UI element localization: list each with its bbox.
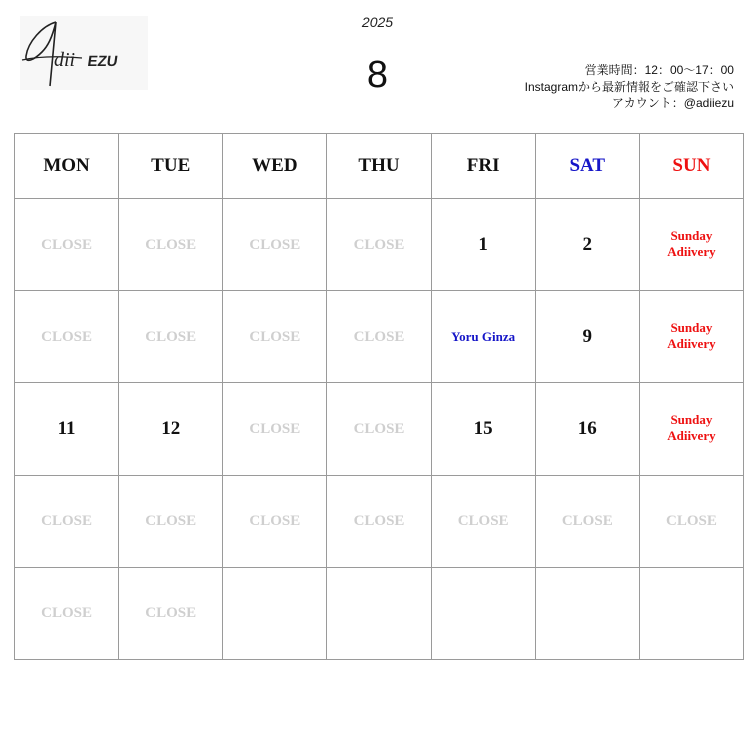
instagram-account: アカウント：@adiiezu	[611, 96, 734, 110]
calendar-day-cell	[431, 291, 535, 383]
calendar-day-cell	[639, 291, 743, 383]
calendar-week-row	[15, 567, 744, 659]
closed-label: CLOSE	[41, 605, 92, 622]
calendar-day-cell	[431, 383, 535, 475]
calendar-day-cell	[223, 383, 327, 475]
calendar-year: 2025	[361, 14, 394, 30]
calendar-week-row	[15, 475, 744, 567]
day-number: 12	[161, 417, 181, 439]
calendar-day-cell	[327, 567, 431, 659]
calendar-day-cell	[119, 383, 223, 475]
sunday-event-label: Sunday Adiivery	[667, 412, 716, 444]
day-number: 1	[478, 233, 488, 255]
calendar-day-cell	[327, 383, 431, 475]
closed-label: CLOSE	[145, 328, 197, 345]
calendar-day-cell	[327, 199, 431, 291]
closed-label: CLOSE	[353, 328, 405, 345]
calendar-week-row	[15, 383, 744, 475]
svg-text:dii: dii	[54, 49, 76, 71]
day-number: 15	[473, 417, 493, 439]
calendar-grid	[14, 133, 744, 660]
weekday-header-row	[15, 134, 744, 199]
closed-label: CLOSE	[457, 513, 509, 530]
weekday-wed: WED	[223, 134, 327, 199]
calendar-day-cell	[15, 199, 119, 291]
calendar-day-cell	[535, 383, 639, 475]
calendar-day-cell	[223, 199, 327, 291]
day-number: 16	[577, 417, 597, 439]
closed-label: CLOSE	[145, 513, 197, 530]
calendar-day-cell	[15, 291, 119, 383]
closed-label: CLOSE	[145, 605, 197, 622]
calendar-day-cell	[639, 567, 743, 659]
weekday-thu: THU	[327, 134, 431, 199]
calendar-day-cell	[119, 199, 223, 291]
weekday-fri: FRI	[431, 134, 535, 199]
closed-label: CLOSE	[249, 236, 301, 253]
calendar-week-row	[15, 199, 744, 291]
closed-label: CLOSE	[249, 420, 301, 437]
calendar-day-cell	[535, 199, 639, 291]
calendar-body	[15, 199, 744, 660]
closed-label: CLOSE	[41, 513, 92, 530]
event-label: Yoru Ginza	[451, 328, 516, 344]
closed-label: CLOSE	[145, 236, 197, 253]
weekday-mon: MON	[15, 134, 119, 199]
svg-text:EZU: EZU	[86, 53, 119, 70]
closed-label: CLOSE	[353, 236, 405, 253]
sunday-event-label: Sunday Adiivery	[667, 320, 716, 352]
calendar-day-cell	[223, 475, 327, 567]
calendar-day-cell	[119, 567, 223, 659]
closed-label: CLOSE	[41, 236, 92, 253]
closed-label: CLOSE	[665, 513, 717, 530]
weekday-tue: TUE	[119, 134, 223, 199]
business-hours: 営業時間：12：00〜17：00	[584, 63, 734, 77]
closed-label: CLOSE	[353, 420, 405, 437]
calendar-month: 8	[366, 54, 389, 96]
closed-label: CLOSE	[249, 328, 301, 345]
calendar-day-cell	[15, 567, 119, 659]
calendar-day-cell	[535, 475, 639, 567]
closed-label: CLOSE	[353, 513, 405, 530]
weekday-sun: SUN	[639, 134, 743, 199]
day-number: 2	[582, 233, 593, 255]
calendar-day-cell	[535, 291, 639, 383]
calendar-day-cell	[431, 199, 535, 291]
weekday-sat: SAT	[535, 134, 639, 199]
day-number: 11	[57, 417, 76, 439]
calendar-day-cell	[119, 291, 223, 383]
calendar-day-cell	[119, 475, 223, 567]
calendar-week-row	[15, 291, 744, 383]
day-number: 9	[582, 325, 593, 347]
business-info	[525, 62, 734, 112]
closed-label: CLOSE	[561, 513, 613, 530]
calendar-day-cell	[327, 475, 431, 567]
calendar-day-cell	[639, 199, 743, 291]
calendar-day-cell	[535, 567, 639, 659]
calendar-day-cell	[223, 567, 327, 659]
calendar-day-cell	[639, 383, 743, 475]
calendar-day-cell	[639, 475, 743, 567]
calendar-day-cell	[431, 567, 535, 659]
sunday-event-label: Sunday Adiivery	[667, 228, 716, 260]
calendar-day-cell	[15, 383, 119, 475]
calendar-day-cell	[431, 475, 535, 567]
closed-label: CLOSE	[41, 328, 92, 345]
instagram-notice: Instagramから最新情報をご確認下さい	[524, 79, 734, 94]
calendar-day-cell	[223, 291, 327, 383]
calendar-day-cell	[327, 291, 431, 383]
closed-label: CLOSE	[249, 513, 301, 530]
calendar-day-cell	[15, 475, 119, 567]
